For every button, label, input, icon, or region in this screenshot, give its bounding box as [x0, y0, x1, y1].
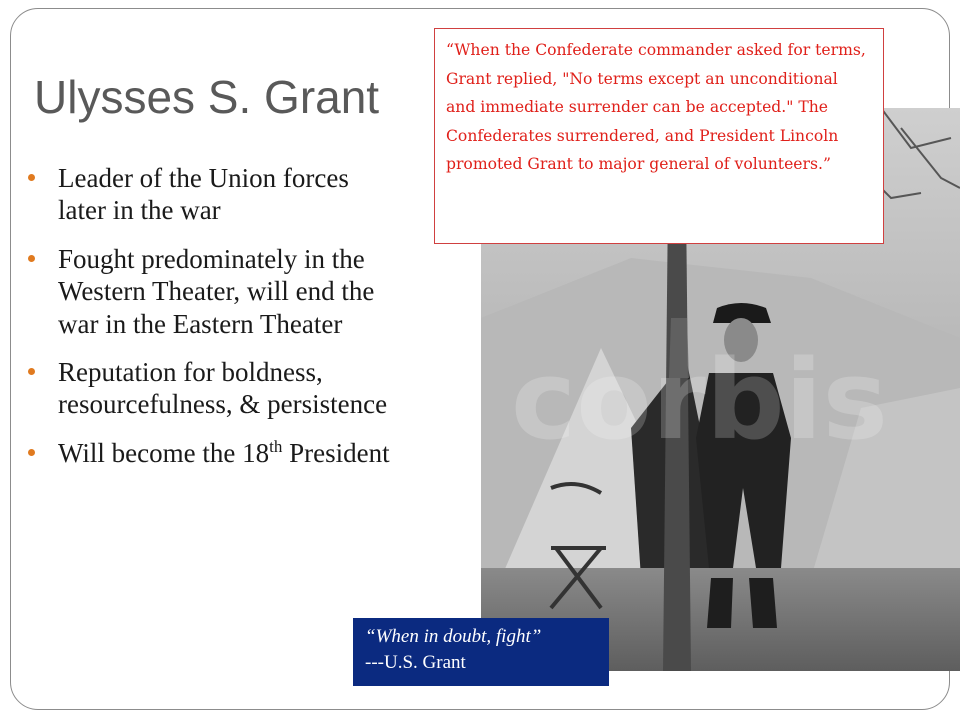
motto-attribution: ---U.S. Grant [365, 652, 466, 673]
bullet-text: Will become the 18 [58, 437, 270, 468]
watermark-text: corbis [511, 336, 888, 464]
slide-title: Ulysses S. Grant [34, 71, 380, 123]
bullet-item [28, 243, 398, 340]
quote-text: “When the Confederate commander asked for terms, Grant replied, "No terms except an unconditional and immediate surrender can be accepted." The Confederates surrendered, and President Lincoln promoted Grant to major general of volunteers.” [446, 41, 866, 173]
ordinal-suffix: th [269, 436, 283, 456]
bullet-dot-icon [28, 368, 35, 375]
bullet-item [28, 162, 398, 227]
bullet-text: Reputation for boldness, resourcefulness, & persistence [58, 356, 388, 420]
bullet-dot-icon [28, 449, 35, 456]
motto-callout [353, 618, 609, 686]
bullet-list [28, 162, 398, 485]
bullet-text-cont: President [282, 437, 390, 468]
quote-callout [434, 28, 884, 244]
bullet-text: Leader of the Union forces later in the war [58, 163, 349, 226]
bullet-text: Fought predominately in the Western Theater, will end the war in the Eastern Theater [58, 243, 375, 339]
bullet-item [28, 356, 398, 421]
bullet-dot-icon [28, 174, 35, 181]
bullet-item [28, 437, 398, 469]
bullet-dot-icon [28, 255, 35, 262]
motto-quote: “When in doubt, fight” [365, 626, 542, 647]
